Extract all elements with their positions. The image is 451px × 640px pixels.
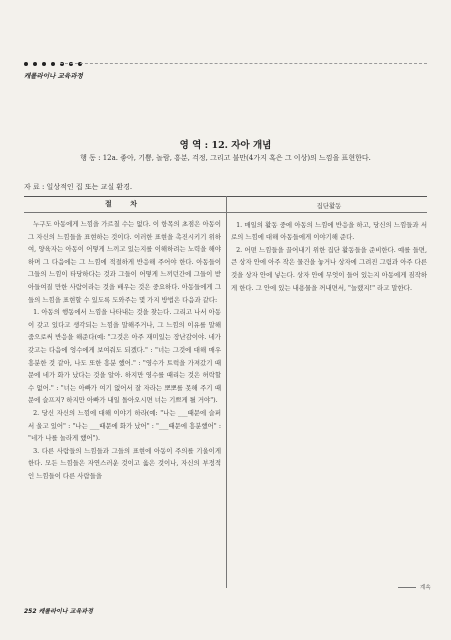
continued-label: 계속	[420, 585, 431, 591]
procedure-paragraph: 1. 아동의 행동에서 느낌을 나타내는 것을 찾는다. 그리고 나서 아동이 갖고 있다고 생각되는 느낌을 말해주거나, 그 느낌의 이유를 말해 줌으로써 반응을 해준다(예: "그것은 아주 재미있는 장난감이야. 네가 갖고는 다음에 엉수에게 보여줘도 되겠다." : "너는 그것에 대해 매우 흥분한 것 같아, 나도 또한 흥분 했어." : "영수가 트럭을 가져갔기 때문에 네가 화가 났다는 것을 알아. 하지만 영수를 때리는 것은 허락할 수 없어." : "너는 아빠가 여기 없어서 잘 자라는 뽀뽀를 못해 주기 때문에 슬프지? 하지만 아빠가 내일 돌아오시면 너는 기쁘게 될 거야").	[28, 308, 221, 405]
group-activity-header: 집단활동	[316, 202, 342, 210]
behavior-line: 행 동 : 12a. 좋아, 기쁨, 놀람, 흥분, 걱정, 그리고 불만(4가지 혹은 그 이상)의 느낌을 표현한다.	[80, 154, 371, 162]
procedure-paragraph: 3. 다른 사람들의 느낌들과 그들의 표현에 아동이 주의를 기울이게 한다. 모든 느낌들은 자연스러운 것이고 옳은 것이나, 자신의 부정적인 느낌들이 다른 사람들을	[28, 446, 221, 480]
procedure-header: 절 차	[105, 199, 145, 208]
group-activity-paragraph: 1. 매일의 활동 중에 아동의 느낌에 반응을 하고, 당신의 느낌들과 서로의 느낌에 대해 아동들에게 이야기해 준다.	[231, 220, 427, 242]
page-footer: 252 캐롤라이나 교육과정	[24, 608, 93, 615]
page-title: 영 역 : 12. 자아 개념	[179, 140, 272, 151]
procedure-paragraph: 2. 당신 자신의 느낌에 대해 이야기 하라(예: "나는 ___때문에 슬퍼서 울고 있어" : "나는 ___때문에 화가 났어" : "___때문에 흥분했어" : "네가 나를 놀라게 했어").	[28, 408, 221, 443]
procedure-column	[28, 218, 221, 482]
continued-rule	[398, 587, 416, 588]
group-activity-column	[231, 200, 427, 294]
procedure-paragraph: 누구도 아동에게 느낌을 가르칠 수는 없다. 이 항목의 초점은 아동이 그 자신의 느낌들을 표현하는 것이다. 이러한 표현을 촉진시키기 위하여, 양육자는 아동이 어떻게 느끼고 있는지를 이해하려는 노력을 해야하며 그 다음에는 그 느낌에 적절하게 반응해 주어야 한다. 아동들이 그들의 느낌이 타당하다는 것과 그들이 어떻게 느끼던간에 그들이 받아들여질 만한 사람이라는 것을 배우는 것은 중요하다. 아동들에게 그들의 느낌을 표현할 수 있도록 도와주는 몇 가지 방법은 다음과 같다:	[28, 220, 221, 304]
series-label: 캐롤라이나 교육과정	[24, 72, 83, 80]
column-divider	[226, 196, 227, 588]
header-rule	[60, 63, 427, 64]
group-activity-paragraph: 2. 어떤 느낌들을 끌어내기 위한 집단 활동들을 준비한다. 예를 들면, 큰 상자 안에 아주 작은 물건을 놓거나 상자에 그려진 그림과 아주 다른 것을 상자 안에 넣는다. 상자 안에 무엇이 들어 있는지 아동에게 짐작하게 한다. 그 안에 있는 내용물을 꺼내면서, "놀랬지!" 라고 말한다.	[231, 245, 427, 292]
materials-line: 자 료 : 일상적인 집 또는 교실 환경.	[24, 183, 133, 191]
